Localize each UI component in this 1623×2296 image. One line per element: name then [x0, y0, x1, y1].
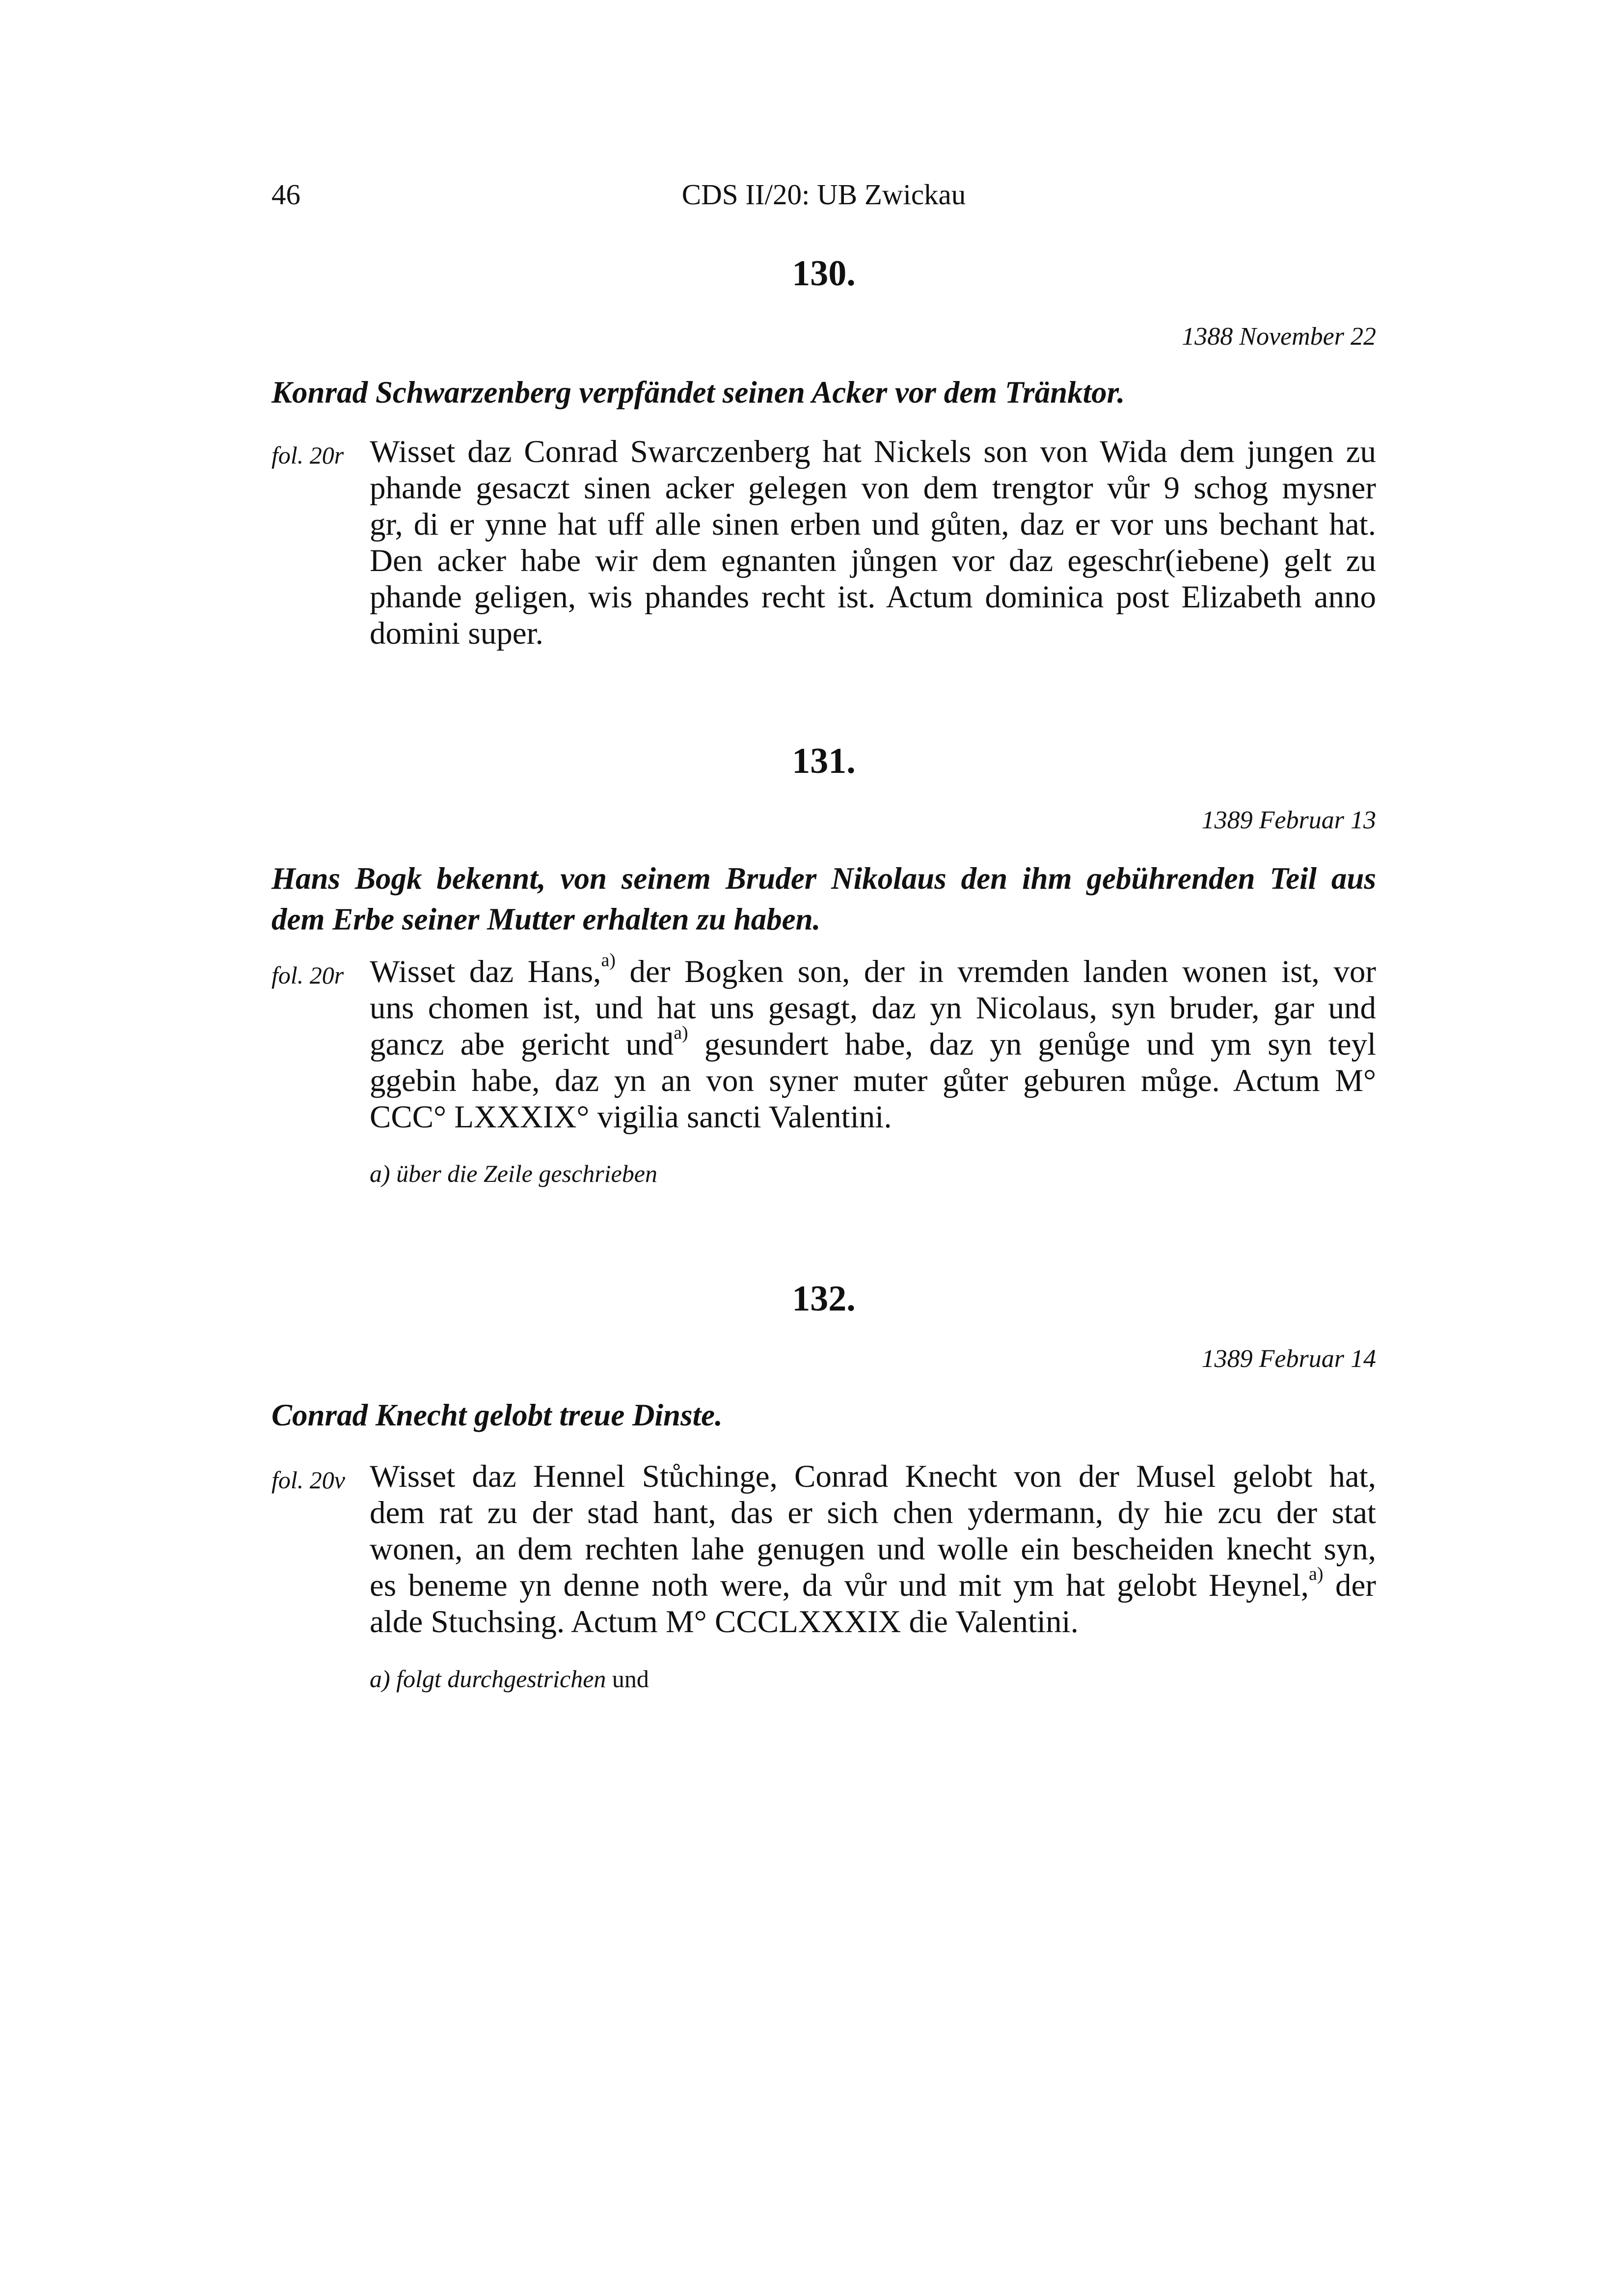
text-line: Wisset daz Conrad Swarczenberg hat Nickels son von Wida dem jungen zu	[370, 434, 1376, 469]
folio-reference: fol. 20r	[271, 441, 344, 469]
entry-date: 1389 Februar 13	[1201, 806, 1376, 834]
text-line	[370, 950, 1376, 990]
page-header	[271, 178, 1376, 212]
text-line: uns chomen ist, und hat uns gesagt, daz yn Nicolaus, syn bruder, gar und	[370, 990, 1376, 1026]
folio-reference: fol. 20r	[271, 961, 344, 989]
text-line: domini super.	[370, 616, 543, 651]
footnote-marker: a)	[1309, 1563, 1324, 1585]
text-line: wonen, an dem rechten lahe genugen und wolle ein bescheiden knecht syn,	[370, 1531, 1376, 1567]
text-segment: es beneme yn denne noth were, da vůr und mit ym hat gelobt Heynel,	[370, 1568, 1309, 1603]
text-segment: gesundert habe, daz yn genůge und ym syn teyl	[688, 1027, 1376, 1062]
title-line: Hans Bogk bekennt, von seinem Bruder Nikolaus den ihm gebührenden Teil aus	[271, 861, 1376, 896]
entry-title: Conrad Knecht gelobt treue Dinste.	[271, 1398, 723, 1432]
text-line	[370, 1563, 1376, 1604]
footnote: a) über die Zeile geschrieben	[370, 1160, 657, 1187]
text-line: CCC° LXXXIX° vigilia sancti Valentini.	[370, 1099, 892, 1135]
footnote-marker: a)	[674, 1022, 688, 1043]
entry-text	[370, 434, 1376, 652]
text-line: phande gesaczt sinen acker gelegen von dem trengtor vůr 9 schog mysner	[370, 470, 1376, 506]
entry-text	[370, 950, 1376, 1135]
text-segment: der	[1323, 1568, 1376, 1603]
text-line: dem rat zu der stad hant, das er sich chen ydermann, dy hie zcu der stat	[370, 1495, 1376, 1531]
footnote-text: a) folgt durchgestrichen	[370, 1665, 606, 1693]
text-line: Den acker habe wir dem egnanten jůngen vor daz egeschr(iebene) gelt zu	[370, 543, 1376, 578]
running-head: CDS II/20: UB Zwickau	[681, 178, 966, 211]
page-number: 46	[271, 178, 300, 211]
footnote-marker: a)	[601, 950, 616, 971]
text-line: gr, di er ynne hat uff alle sinen erben und gůten, daz er vor uns bechant hat.	[370, 507, 1376, 542]
text-segment: der Bogken son, der in vremden landen wonen ist, vor	[615, 954, 1376, 989]
folio-reference: fol. 20v	[271, 1466, 345, 1494]
footnote-quoted-word: und	[612, 1665, 649, 1693]
title-line: dem Erbe seiner Mutter erhalten zu haben.	[271, 902, 821, 936]
entry-title: Konrad Schwarzenberg verpfändet seinen Acker vor dem Tränktor.	[271, 375, 1125, 410]
entry-number: 130.	[792, 253, 856, 294]
entry-date: 1388 November 22	[1182, 323, 1376, 351]
entry-number: 132.	[792, 1279, 856, 1319]
entry-text	[370, 1458, 1376, 1640]
text-line: Wisset daz Hennel Stůchinge, Conrad Knecht von der Musel gelobt hat,	[370, 1459, 1376, 1494]
entry-title	[271, 858, 1376, 940]
text-line: alde Stuchsing. Actum M° CCCLXXXIX die Valentini.	[370, 1604, 1079, 1640]
footnote	[370, 1665, 649, 1693]
text-segment: gancz abe gericht und	[370, 1027, 674, 1062]
text-line: ggebin habe, daz yn an von syner muter gůter geburen můge. Actum M°	[370, 1063, 1376, 1098]
entry-date: 1389 Februar 14	[1201, 1345, 1376, 1373]
text-line: phande geligen, wis phandes recht ist. Actum dominica post Elizabeth anno	[370, 579, 1376, 615]
text-line	[370, 1022, 1376, 1063]
entry-number: 131.	[792, 741, 856, 781]
text-segment: Wisset daz Hans,	[370, 954, 601, 989]
